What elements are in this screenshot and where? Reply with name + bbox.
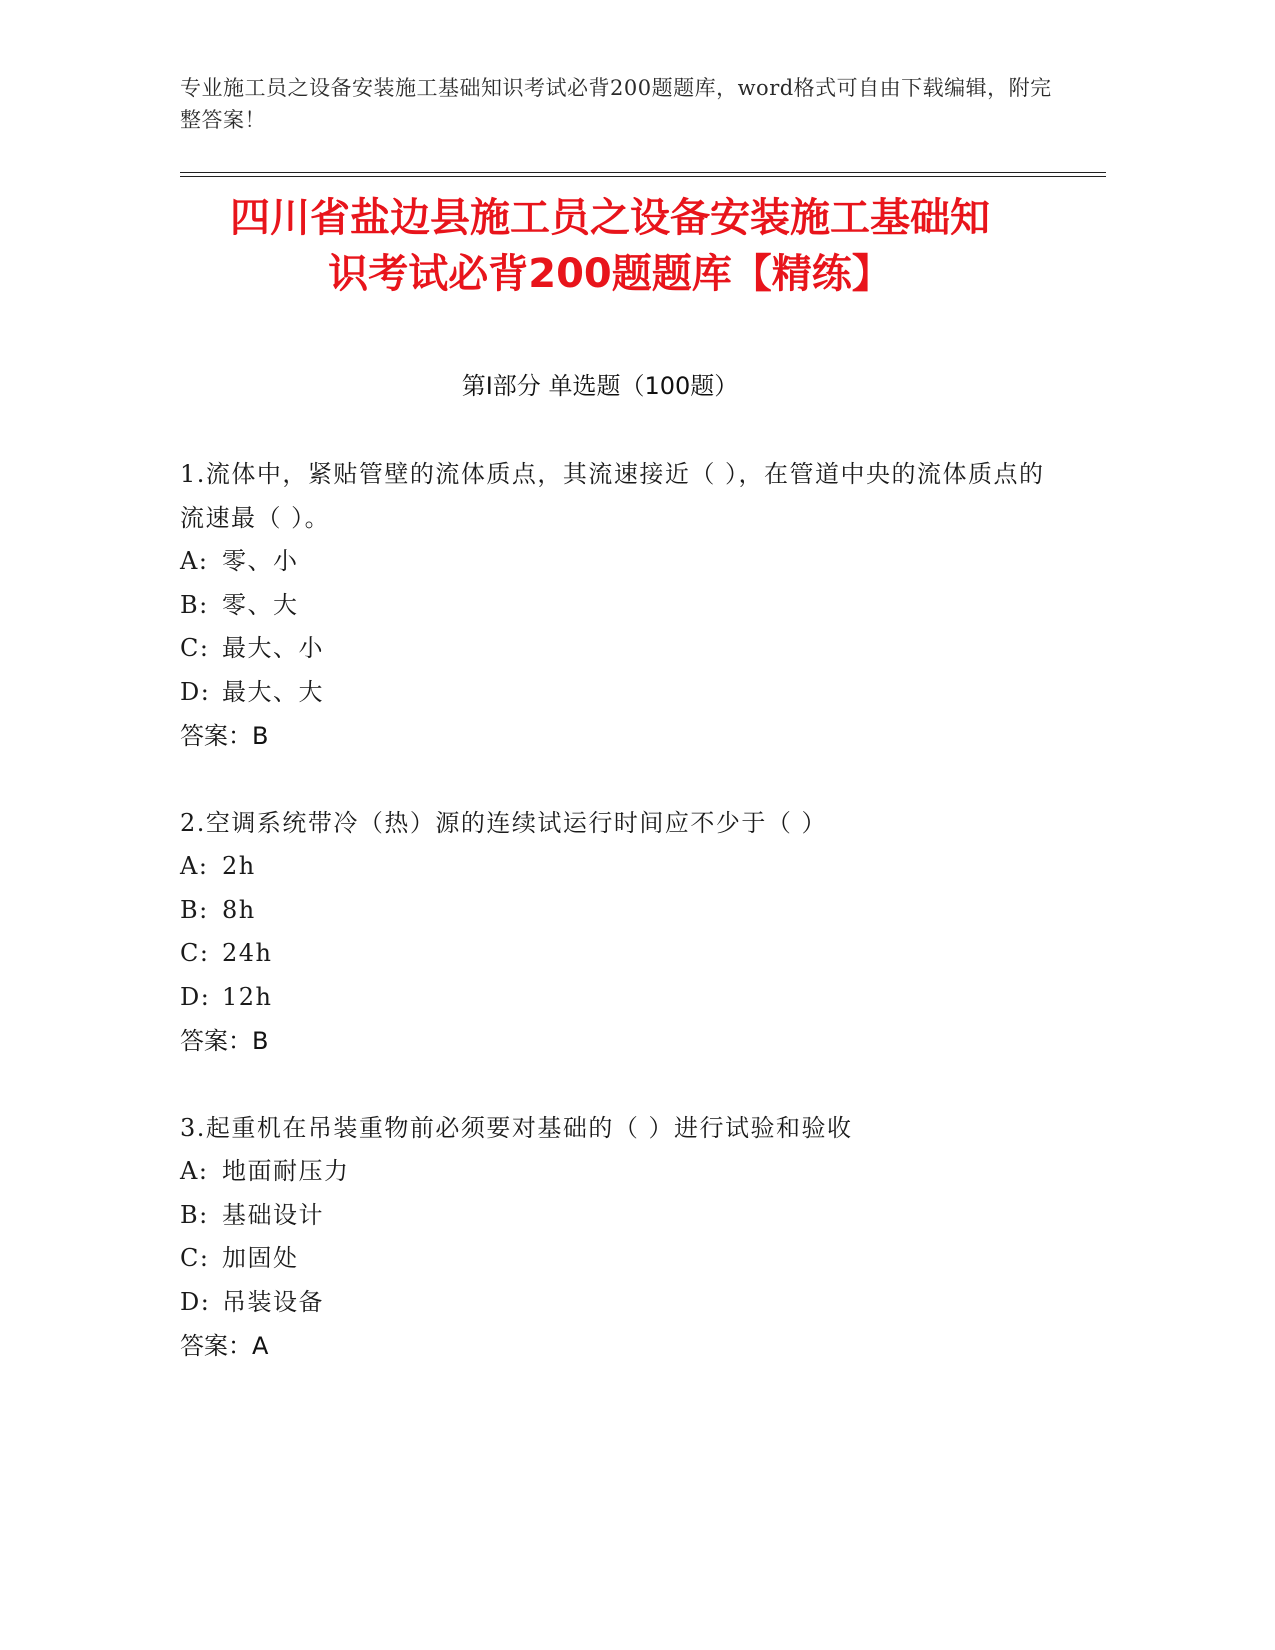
option-key: A:: [180, 852, 209, 880]
option-d: [180, 976, 1050, 1020]
option-a: [180, 1150, 1050, 1194]
answer-line: [180, 1324, 1050, 1368]
option-text: 吊装设备: [222, 1287, 324, 1316]
option-text: 最大、小: [222, 634, 324, 662]
option-key: D:: [180, 1287, 211, 1316]
answer-label: 答案：: [180, 1027, 252, 1055]
option-text: 8h: [222, 895, 256, 924]
option-text: 零、大: [222, 590, 299, 619]
question-3: [180, 1106, 1050, 1368]
option-key: A:: [180, 1157, 209, 1185]
option-text: 加固处: [222, 1244, 299, 1272]
header-text: 专业施工员之设备安装施工基础知识考试必背200题题库，word格式可自由下载编辑，附完整答案！: [180, 76, 1052, 132]
question-list: [180, 452, 1050, 1411]
answer-value: A: [252, 1332, 269, 1360]
option-text: 24h: [222, 939, 273, 967]
answer-value: B: [252, 722, 269, 750]
answer-label: 答案：: [180, 1332, 252, 1360]
option-key: B:: [180, 895, 209, 924]
option-key: D:: [180, 982, 211, 1011]
option-key: A:: [180, 547, 209, 575]
option-c: [180, 1237, 1050, 1281]
option-b: [180, 584, 1050, 628]
option-key: C:: [180, 634, 210, 662]
option-d: [180, 1281, 1050, 1325]
answer-value: B: [252, 1027, 269, 1055]
question-stem: 2.空调系统带冷（热）源的连续试运行时间应不少于（ ）: [180, 809, 828, 837]
question-1: [180, 452, 1050, 758]
option-text: 最大、大: [222, 677, 324, 706]
option-key: D:: [180, 677, 211, 706]
option-text: 零、小: [222, 547, 299, 575]
page-header: [180, 72, 1060, 136]
option-b: [180, 889, 1050, 933]
document-title-line-2: 识考试必背200题题库【精练】: [328, 251, 892, 297]
option-text: 2h: [222, 852, 256, 880]
option-d: [180, 671, 1050, 715]
question-2: [180, 801, 1050, 1063]
section-title: 第Ⅰ部分 单选题（100题）: [461, 372, 739, 400]
answer-line: [180, 1019, 1050, 1063]
question-stem: 1.流体中，紧贴管壁的流体质点，其流速接近（ ），在管道中央的流体质点的流速最（ ）。: [180, 460, 1045, 532]
option-key: C:: [180, 1244, 210, 1272]
option-a: [180, 845, 1050, 889]
option-key: B:: [180, 590, 209, 619]
option-c: [180, 627, 1050, 671]
option-key: C:: [180, 939, 210, 967]
header-divider: [180, 172, 1106, 177]
document-title-line-1: 四川省盐边县施工员之设备安装施工基础知: [230, 195, 990, 241]
option-text: 基础设计: [222, 1200, 324, 1229]
option-a: [180, 540, 1050, 584]
answer-line: [180, 714, 1050, 758]
question-stem: 3.起重机在吊装重物前必须要对基础的（ ）进行试验和验收: [180, 1114, 853, 1142]
option-c: [180, 932, 1050, 976]
option-key: B:: [180, 1200, 209, 1229]
answer-label: 答案：: [180, 722, 252, 750]
option-text: 12h: [222, 982, 273, 1011]
document-title: [160, 190, 1060, 302]
option-b: [180, 1194, 1050, 1238]
option-text: 地面耐压力: [222, 1157, 350, 1185]
